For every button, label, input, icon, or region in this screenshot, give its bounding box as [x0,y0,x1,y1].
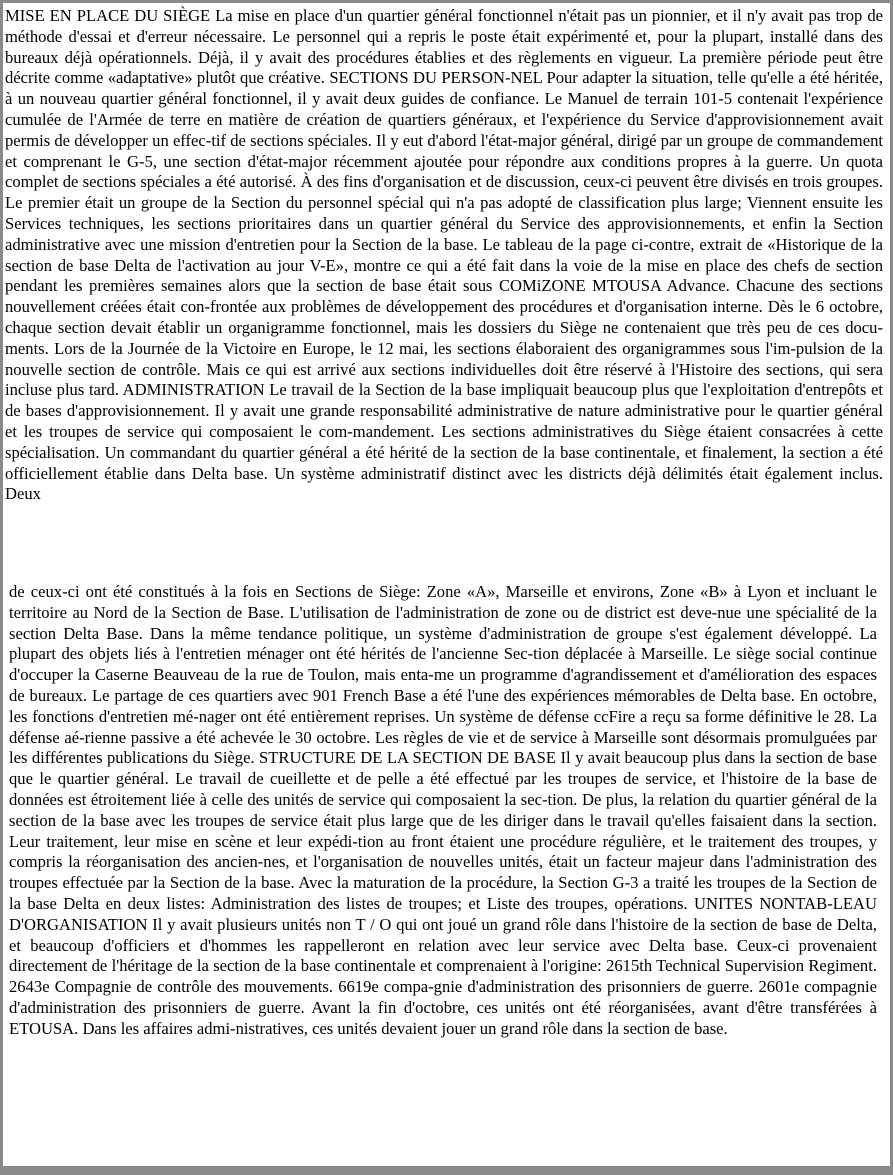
text-block-upper: MISE EN PLACE DU SIÈGE La mise en place d'un quartier général fonctionnel n'était pas un pionnier, et il n'y avait pas trop de méthode d'essai et d'erreur nécessaire. Le personnel qui a repris le poste était expérimenté et, pour la plupart, installé dans des bureaux déjà opérationnels. Déjà, il y avait des procédures établies et des règlements en vigueur. La première période peut être décrite comme «adaptative» plutôt que créative. SECTIONS DU PERSON-NEL Pour adapter la situation, telle qu'elle a été héritée, à un nouveau quartier général fonctionnel, il y avait deux guides de confiance. Le Manuel de terrain 101-5 contenait l'expérience cumulée de l'Armée de terre en matière de création de quartiers généraux, et l'expérience du Service d'approvisionnement avait permis de développer un effec-tif de sections spéciales. Il y eut d'abord l'état-major général, dirigé par un groupe de commandement et comprenant le G-5, une section d'état-major récemment ajoutée pour répondre aux conditions propres à la guerre. Un quota complet de sections spéciales a été autorisé. À des fins d'organisation et de discussion, ceux-ci peuvent être divisés en trois groupes. Le premier était un groupe de la Section du personnel spécial qui n'a pas adopté de classification plus large; Viennent ensuite les Services techniques, les sections prioritaires dans un quartier général du Service des approvisionnements, et enfin la Section administrative avec une mission d'entretien pour la Section de la base. Le tableau de la page ci-contre, extrait de «Historique de la section de base Delta de l'activation au jour V-E», montre ce qui a été fait dans la voie de la mise en place des chefs de section pendant les premières semaines alors que la section de base était sous COMiZONE MTOUSA Advance. Chacune des sections nouvellement créées était con-frontée aux problèmes de développement des procédures et d'organisation interne. Dès le 6 octobre, chaque section devait établir un organigramme fonctionnel, mais les dossiers du Siège ne contenaient que très peu de ces docu-ments. Lors de la Journée de la Victoire en Europe, le 12 mai, les sections élaboraient des organigrammes sous l'im-pulsion de la nouvelle section de contrôle. Mais ce qui est arrivé aux sections individuelles doit être réservé à l'Histoire des sections, qui sera incluse plus tard. ADMINISTRATION Le travail de la Section de la base impliquait beaucoup plus que l'exploitation d'entrepôts et de bases d'approvisionnement. Il y avait une grande responsabilité administrative de nature administrative pour le quartier général et les troupes de service qui composaient le com-mandement. Les sections administratives du Siège étaient consacrées à cette spécialisation. Un commandant du quartier général a été hérité de la section de la base continentale, et finalement, la section a été officiellement établie dans Delta base. Un système administratif distinct avec les districts déjà délimités était également inclus. Deux [5,6,883,504]
text-block-lower: de ceux-ci ont été constitués à la fois en Sections de Siège: Zone «A», Marseille et environs, Zone «B» à Lyon et incluant le territoire au Nord de la Section de Base. L'utilisation de l'administration de zone ou de district est deve-nue une spécialité de la section Delta Base. Dans la même tendance politique, un système d'administration de groupe s'est également développé. La plupart des objets liés à l'entretien ménager ont été hérités de l'ancienne Sec-tion déplacée à Marseille. Le siège social continue d'occuper la Caserne Beauveau de la rue de Toulon, mais enta-me un programme d'agrandissement et d'amélioration des espaces de bureaux. Le partage de ces quartiers avec 901 French Base a été l'une des expériences mémorables de Delta base. En octobre, les fonctions d'entretien mé-nager ont été entièrement reprises. Un système de défense ccFire a reçu sa forme définitive le 28. La défense aé-rienne passive a été achevée le 30 octobre. Les règles de vie et de service à Marseille sont désormais promulguées par les différentes publications du Siège. STRUCTURE DE LA SECTION DE BASE Il y avait beaucoup plus dans la section de base que le quartier général. Le travail de cueillette et de pelle a été effectué par les troupes de service, et l'histoire de la base de données est étroitement liée à celle des unités de service qui composaient la sec-tion. De plus, la relation du quartier général de la section de la base avec les troupes de service était plus large que de les diriger dans le travail qu'elles faisaient dans la section. Leur traitement, leur mise en scène et leur expédi-tion au front étaient une procédure régulière, et le traitement des troupes, y compris la réorganisation des ancien-nes, et l'organisation de nouvelles unités, était un facteur majeur dans l'administration des troupes effectuée par la Section de la base. Avec la maturation de la procédure, la Section G-3 a traité les troupes de la Section de la base Delta en deux listes: Administration des listes de troupes; et Liste des troupes, opérations. UNITES NONTAB-LEAU D'ORGANISATION Il y avait plusieurs unités non T / O qui ont joué un grand rôle dans l'histoire de la section de base de Delta, et beaucoup d'officiers et d'hommes les rappelleront en relation avec leur service avec Delta base. Ceux-ci provenaient directement de l'héritage de la section de la base continentale et comprenaient à l'origine: 2615th Technical Supervision Regiment. 2643e Compagnie de contrôle des mouvements. 6619e compa-gnie d'administration des prisonniers de guerre. 2601e compagnie d'administration des prisonniers de guerre. Avant la fin d'octobre, ces unités ont été réorganisées, avant d'être transférées à ETOUSA. Dans les affaires admi-nistratives, ces unités devaient jouer un grand rôle dans la section de base. [9,582,877,1038]
page-bottom-border [0,1166,893,1175]
